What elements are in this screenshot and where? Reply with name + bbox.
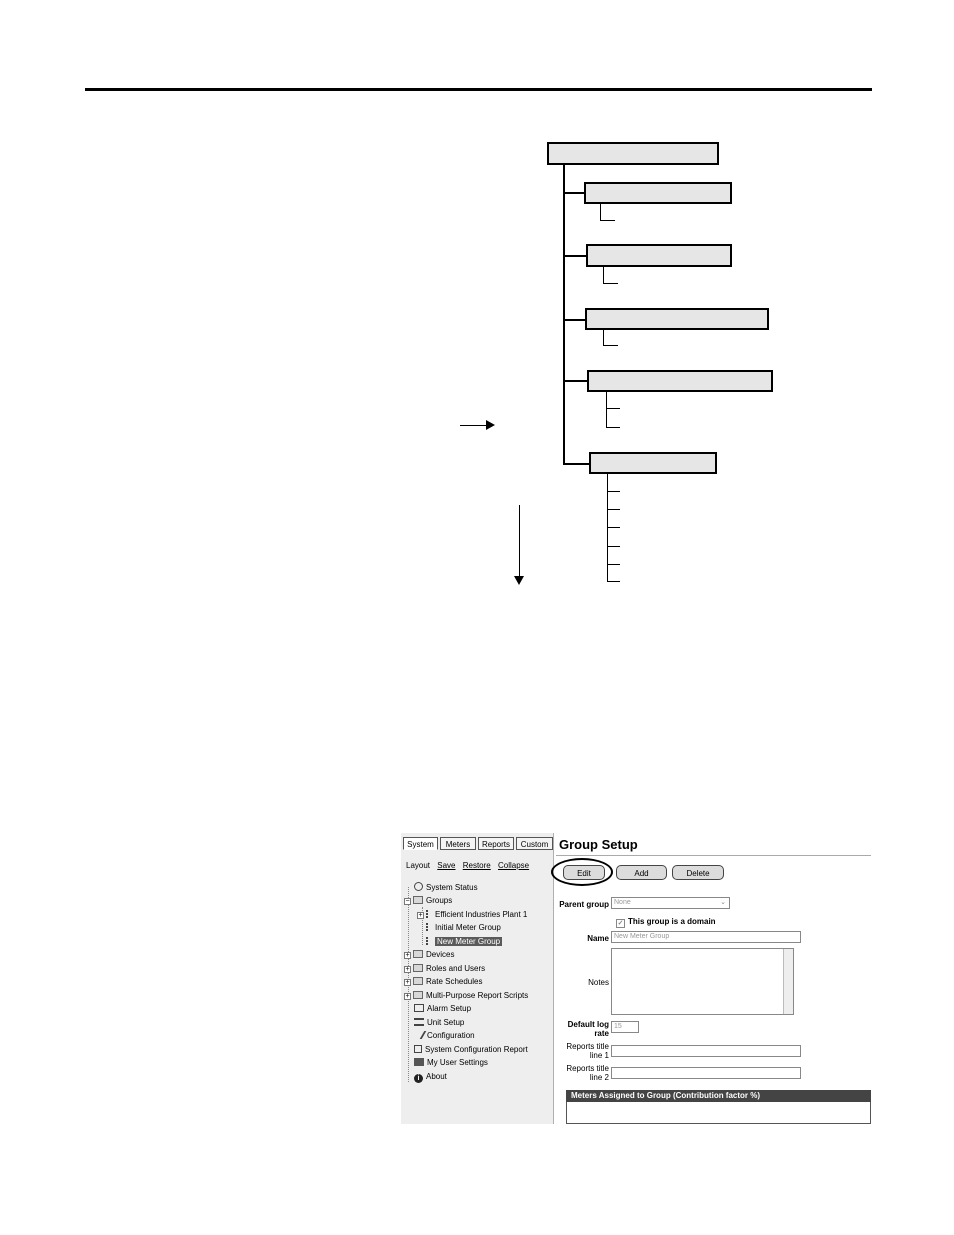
nav-groups[interactable]: − Groups <box>405 896 453 905</box>
tree-leaf-stem <box>603 267 604 284</box>
tree-branch <box>563 192 585 194</box>
nav-efficient-industries[interactable]: + Efficient Industries Plant 1 <box>418 910 528 919</box>
notes-textarea[interactable] <box>611 948 794 1015</box>
name-input[interactable] <box>611 931 801 943</box>
parent-group-select[interactable] <box>611 897 730 909</box>
nav-roles-users[interactable]: + Roles and Users <box>405 964 486 973</box>
right-arrow-head <box>486 420 495 430</box>
tree-branch <box>563 255 587 257</box>
folder-icon <box>413 950 423 958</box>
nav-unit-setup[interactable]: Unit Setup <box>414 1016 464 1029</box>
group-icon <box>426 937 432 945</box>
meters-assigned-header: Meters Assigned to Group (Contribution factor %) <box>566 1090 871 1102</box>
wrench-icon <box>412 1031 427 1039</box>
edit-button[interactable]: Edit <box>563 865 605 880</box>
save-link[interactable]: Save <box>437 861 456 870</box>
collapse-link[interactable]: Collapse <box>497 861 530 870</box>
tree-leaf <box>606 408 620 409</box>
tree-child-box-4 <box>587 370 773 392</box>
default-log-rate-label: Default log rate <box>567 1020 609 1038</box>
nav-rate-schedules[interactable]: + Rate Schedules <box>405 977 483 986</box>
group-setup-screenshot <box>401 833 871 1124</box>
tab-custom[interactable]: Custom <box>516 837 553 850</box>
delete-button[interactable]: Delete <box>672 865 724 880</box>
expand-icon[interactable]: + <box>405 993 410 1000</box>
tree-leaf-stem <box>606 392 607 428</box>
tree-leaf <box>607 509 620 510</box>
reports-title-2-label: Reports title line 2 <box>566 1064 609 1082</box>
name-value: New Meter Group <box>614 933 670 940</box>
expand-icon[interactable]: + <box>418 912 423 919</box>
unit-icon <box>414 1018 424 1026</box>
folder-icon <box>413 977 423 985</box>
tree-root-box <box>547 142 719 165</box>
domain-checkbox[interactable] <box>616 917 716 928</box>
tree-leaf-stem <box>600 204 601 221</box>
title-divider <box>556 855 871 856</box>
tree-leaf <box>607 527 620 528</box>
nav-configuration[interactable]: Configuration <box>414 1029 475 1042</box>
checkmark-icon: ✓ <box>617 920 624 927</box>
down-arrow-head <box>514 576 524 585</box>
notes-label: Notes <box>588 978 609 987</box>
name-label: Name <box>587 934 609 943</box>
tab-reports[interactable]: Reports <box>478 837 514 850</box>
nav-new-meter-group[interactable]: New Meter Group <box>426 935 502 948</box>
nav-my-user-settings[interactable]: My User Settings <box>414 1056 488 1069</box>
tree-branch <box>563 380 588 382</box>
reports-title-2-input[interactable] <box>611 1067 801 1079</box>
info-icon: i <box>414 1074 423 1083</box>
header-rule <box>85 88 872 91</box>
tree-leaf <box>606 427 620 428</box>
group-icon <box>426 923 432 931</box>
nav-report-scripts[interactable]: + Multi-Purpose Report Scripts <box>405 991 529 1000</box>
expand-icon[interactable]: + <box>405 966 410 973</box>
tree-child-box-3 <box>585 308 769 330</box>
tree-leaf <box>607 491 620 492</box>
group-setup-pane <box>554 833 871 1124</box>
report-icon <box>414 1045 422 1053</box>
nav-system-status[interactable]: System Status <box>414 881 478 894</box>
navigation-pane <box>401 833 554 1124</box>
tree-trunk <box>563 165 565 465</box>
tree-leaf <box>600 220 615 221</box>
folder-icon <box>413 964 423 972</box>
tree-leaf <box>607 581 620 582</box>
tree-branch <box>563 463 590 465</box>
tree-leaf-stem <box>603 330 604 346</box>
tab-system[interactable]: System <box>403 837 438 850</box>
default-log-rate-value: 15 <box>614 1023 622 1030</box>
expand-icon[interactable]: + <box>405 952 410 959</box>
nav-devices[interactable]: + Devices <box>405 950 455 959</box>
meters-assigned-list[interactable] <box>566 1102 871 1124</box>
nav-alarm-setup[interactable]: Alarm Setup <box>414 1002 471 1015</box>
nav-about[interactable]: i About <box>414 1070 447 1083</box>
down-arrow <box>519 505 520 578</box>
layout-bar <box>406 861 534 870</box>
parent-group-label: Parent group <box>559 900 609 909</box>
tree-child-box-5 <box>589 452 717 474</box>
edit-callout-circle <box>551 858 613 886</box>
folder-icon <box>413 991 423 999</box>
domain-checkbox-label: This group is a domain <box>628 917 716 926</box>
tree-child-box-2 <box>586 244 732 267</box>
notes-scrollbar[interactable] <box>783 949 793 1014</box>
group-icon <box>426 910 432 918</box>
tree-branch <box>563 319 586 321</box>
tree-leaf <box>603 345 618 346</box>
expand-icon[interactable]: + <box>405 979 410 986</box>
tree-leaf <box>603 283 618 284</box>
chevron-down-icon: ⌄ <box>720 899 726 906</box>
nav-system-config-report[interactable]: System Configuration Report <box>414 1043 528 1056</box>
layout-label: Layout <box>406 861 431 870</box>
system-status-icon <box>414 882 423 891</box>
tab-meters[interactable]: Meters <box>440 837 476 850</box>
reports-title-1-label: Reports title line 1 <box>566 1042 609 1060</box>
nav-initial-meter-group[interactable]: Initial Meter Group <box>426 921 501 934</box>
user-settings-icon <box>414 1058 424 1066</box>
add-button[interactable]: Add <box>616 865 667 880</box>
restore-link[interactable]: Restore <box>462 861 491 870</box>
tree-child-box-1 <box>584 182 732 204</box>
parent-group-value: None <box>614 899 631 906</box>
folder-icon <box>413 896 423 904</box>
alarm-icon <box>414 1004 424 1012</box>
tree-leaf <box>607 546 620 547</box>
collapse-icon[interactable]: − <box>405 898 410 905</box>
reports-title-1-input[interactable] <box>611 1045 801 1057</box>
tree-leaf <box>607 564 620 565</box>
default-log-rate-input[interactable] <box>611 1021 639 1033</box>
page-title: Group Setup <box>559 837 638 852</box>
